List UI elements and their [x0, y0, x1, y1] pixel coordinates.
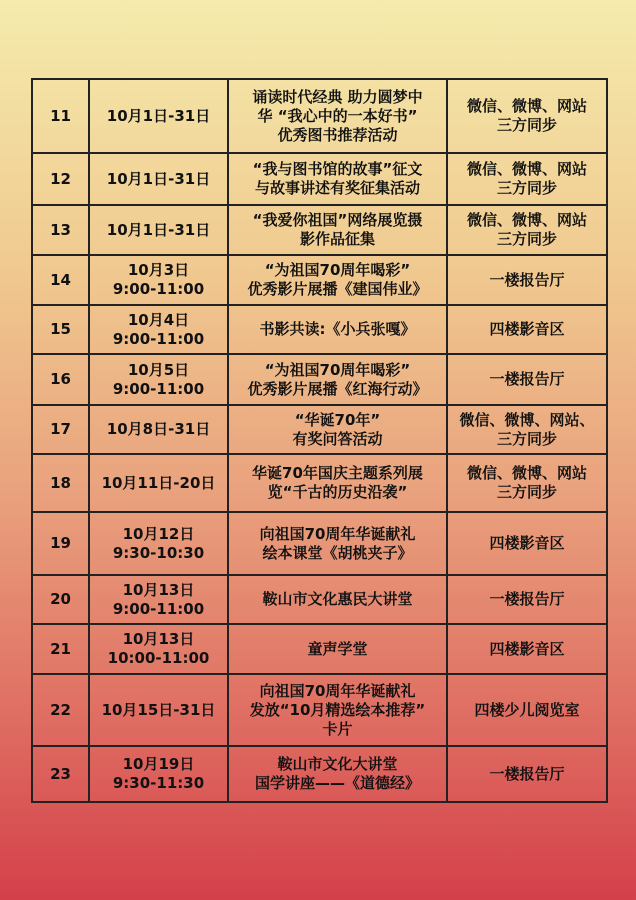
event-schedule-table: [31, 78, 608, 803]
event-activity: 向祖国70周年华诞献礼 绘本课堂《胡桃夹子》: [228, 512, 447, 575]
row-number: 21: [32, 624, 89, 674]
event-date: 10月3日 9:00-11:00: [89, 255, 228, 305]
event-date: 10月1日-31日: [89, 153, 228, 205]
event-activity: 鞍山市文化惠民大讲堂: [228, 575, 447, 624]
row-number: 20: [32, 575, 89, 624]
event-location: 微信、微博、网站 三方同步: [447, 79, 607, 153]
row-number: 12: [32, 153, 89, 205]
table-row: [32, 512, 607, 575]
row-number: 17: [32, 405, 89, 454]
event-location: 四楼影音区: [447, 305, 607, 354]
event-date: 10月1日-31日: [89, 205, 228, 255]
event-location: 微信、微博、网站 三方同步: [447, 153, 607, 205]
event-location: 微信、微博、网站 三方同步: [447, 454, 607, 512]
row-number: 22: [32, 674, 89, 746]
event-date: 10月12日 9:30-10:30: [89, 512, 228, 575]
event-location: 一楼报告厅: [447, 255, 607, 305]
row-number: 23: [32, 746, 89, 802]
event-activity: 向祖国70周年华诞献礼 发放“10月精选绘本推荐” 卡片: [228, 674, 447, 746]
event-activity: “我爱你祖国”网络展览摄 影作品征集: [228, 205, 447, 255]
table-row: [32, 354, 607, 405]
row-number: 14: [32, 255, 89, 305]
event-activity: 书影共读:《小兵张嘎》: [228, 305, 447, 354]
event-activity: “华诞70年” 有奖问答活动: [228, 405, 447, 454]
event-activity: 华诞70年国庆主题系列展 览“千古的历史沿袭”: [228, 454, 447, 512]
event-date: 10月1日-31日: [89, 79, 228, 153]
event-activity: 童声学堂: [228, 624, 447, 674]
event-location: 一楼报告厅: [447, 746, 607, 802]
table-row: [32, 305, 607, 354]
event-activity: “为祖国70周年喝彩” 优秀影片展播《红海行动》: [228, 354, 447, 405]
event-location: 四楼少儿阅览室: [447, 674, 607, 746]
table-row: [32, 575, 607, 624]
table-row: [32, 79, 607, 153]
table-row: [32, 405, 607, 454]
event-location: 微信、微博、网站、 三方同步: [447, 405, 607, 454]
event-date: 10月15日-31日: [89, 674, 228, 746]
event-activity: 鞍山市文化大讲堂 国学讲座——《道德经》: [228, 746, 447, 802]
row-number: 16: [32, 354, 89, 405]
table-row: [32, 746, 607, 802]
event-location: 四楼影音区: [447, 624, 607, 674]
table-row: [32, 674, 607, 746]
table-row: [32, 624, 607, 674]
event-location: 四楼影音区: [447, 512, 607, 575]
table-row: [32, 205, 607, 255]
table-row: [32, 454, 607, 512]
table-row: [32, 153, 607, 205]
row-number: 15: [32, 305, 89, 354]
event-location: 一楼报告厅: [447, 575, 607, 624]
row-number: 13: [32, 205, 89, 255]
event-date: 10月4日 9:00-11:00: [89, 305, 228, 354]
event-location: 一楼报告厅: [447, 354, 607, 405]
event-location: 微信、微博、网站 三方同步: [447, 205, 607, 255]
row-number: 11: [32, 79, 89, 153]
event-date: 10月8日-31日: [89, 405, 228, 454]
event-date: 10月13日 9:00-11:00: [89, 575, 228, 624]
event-date: 10月5日 9:00-11:00: [89, 354, 228, 405]
table-row: [32, 255, 607, 305]
row-number: 19: [32, 512, 89, 575]
row-number: 18: [32, 454, 89, 512]
event-date: 10月11日-20日: [89, 454, 228, 512]
event-date: 10月19日 9:30-11:30: [89, 746, 228, 802]
event-activity: 诵读时代经典 助力圆梦中 华 “我心中的一本好书” 优秀图书推荐活动: [228, 79, 447, 153]
event-activity: “我与图书馆的故事”征文 与故事讲述有奖征集活动: [228, 153, 447, 205]
event-date: 10月13日 10:00-11:00: [89, 624, 228, 674]
event-activity: “为祖国70周年喝彩” 优秀影片展播《建国伟业》: [228, 255, 447, 305]
